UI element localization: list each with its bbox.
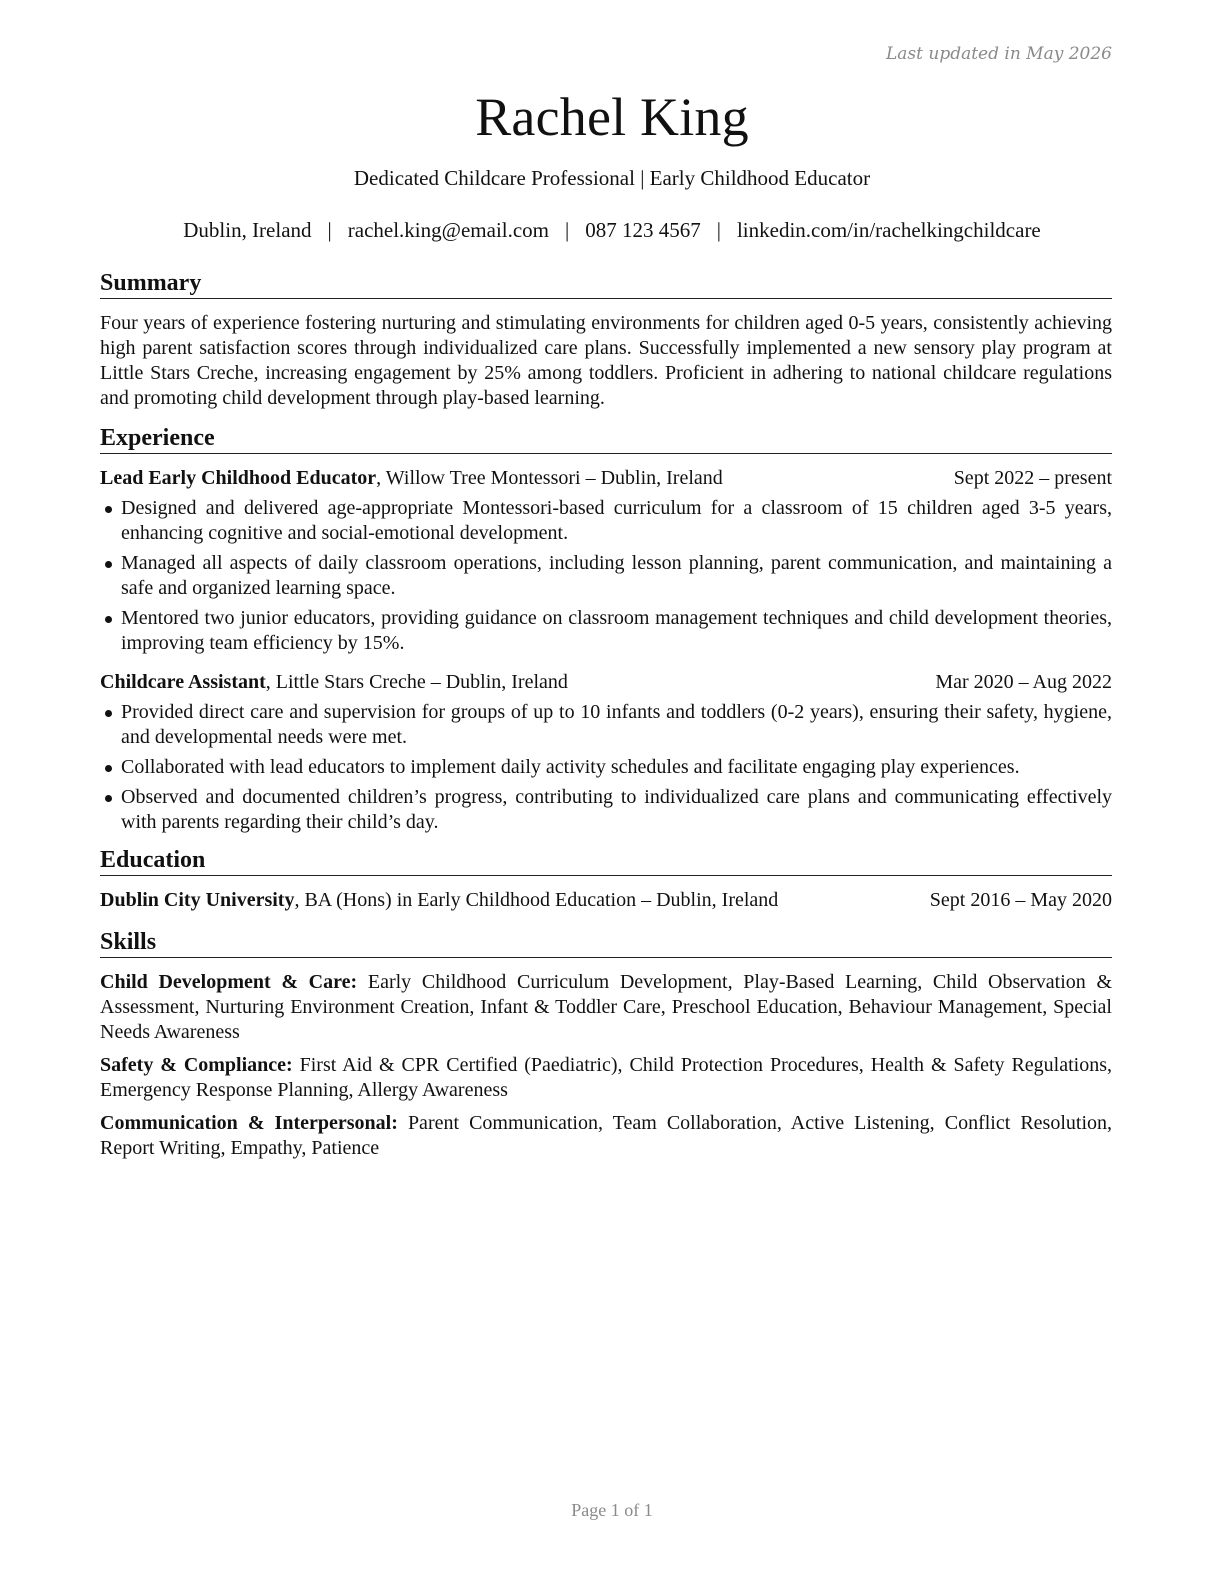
education-line bbox=[100, 888, 778, 913]
contact-separator: | bbox=[327, 218, 332, 242]
job-bullet: Collaborated with lead educators to implement daily activity schedules and facilitate engaging play experiences. bbox=[100, 755, 1112, 780]
resume-body bbox=[100, 268, 1112, 1169]
candidate-name: Rachel King bbox=[475, 87, 749, 147]
candidate-headline: Dedicated Childcare Professional | Early Childhood Educator bbox=[353, 166, 871, 190]
contact-separator: | bbox=[565, 218, 570, 242]
skill-group bbox=[100, 1053, 1112, 1103]
education-school: Dublin City University bbox=[100, 889, 295, 911]
job-bullets bbox=[100, 496, 1112, 656]
job-organization: , Willow Tree Montessori – Dublin, Ireland bbox=[376, 467, 723, 489]
job-bullet: Provided direct care and supervision for groups of up to 10 infants and toddlers (0-2 years), ensuring their safety, hygiene, and developmental needs were met. bbox=[100, 700, 1112, 750]
job-title-line bbox=[100, 670, 568, 695]
skill-group-label: Communication & Interpersonal: bbox=[100, 1112, 398, 1134]
job-bullet: Designed and delivered age-appropriate Montessori-based curriculum for a classroom of 15 children aged 3-5 years, enhancing cognitive and social-emotional development. bbox=[100, 496, 1112, 546]
job-bullet: Managed all aspects of daily classroom operations, including lesson planning, parent communication, and maintaining a safe and organized learning space. bbox=[100, 551, 1112, 601]
contact-location: Dublin, Ireland bbox=[183, 218, 312, 242]
contact-separator: | bbox=[716, 218, 721, 242]
skill-group bbox=[100, 1111, 1112, 1161]
job-role: Childcare Assistant bbox=[100, 671, 266, 693]
job-entry bbox=[100, 466, 1112, 656]
experience-heading: Experience bbox=[100, 423, 1112, 454]
summary-heading: Summary bbox=[100, 268, 1112, 299]
skill-group-items: First Aid & CPR Certified (Paediatric), Child Protection Procedures, Health & Safety Regulations, Emergency Response Planning, Allergy Awareness bbox=[100, 1054, 1113, 1101]
education-detail: , BA (Hons) in Early Childhood Education – Dublin, Ireland bbox=[294, 889, 779, 911]
education-dates: Sept 2016 – May 2020 bbox=[929, 889, 1112, 911]
contact-linkedin[interactable]: linkedin.com/in/rachelkingchildcare bbox=[736, 218, 1041, 242]
page-number: Page 1 of 1 bbox=[571, 1500, 653, 1520]
job-dates: Mar 2020 – Aug 2022 bbox=[935, 671, 1112, 693]
skills-heading: Skills bbox=[100, 927, 1112, 958]
education-heading: Education bbox=[100, 845, 1112, 876]
job-bullets bbox=[100, 700, 1112, 835]
contact-line bbox=[0, 218, 1224, 243]
job-bullet: Mentored two junior educators, providing guidance on classroom management techniques and child development theories, improving team efficiency by 15%. bbox=[100, 606, 1112, 656]
job-bullet: Observed and documented children’s progress, contributing to individualized care plans and communicating effectively with parents regarding their child’s day. bbox=[100, 785, 1112, 835]
contact-email[interactable]: rachel.king@email.com bbox=[347, 218, 550, 242]
education-entry bbox=[100, 888, 1112, 913]
job-header bbox=[100, 670, 1112, 695]
job-title-line bbox=[100, 466, 723, 491]
skill-group-label: Safety & Compliance: bbox=[100, 1054, 293, 1076]
job-header bbox=[100, 466, 1112, 491]
skill-group-label: Child Development & Care: bbox=[100, 971, 358, 993]
job-dates: Sept 2022 – present bbox=[953, 467, 1112, 489]
summary-text: Four years of experience fostering nurturing and stimulating environments for children aged 0-5 years, consistently achieving high parent satisfaction scores through individualized care plans. Successfully implemented a new sensory play program at Little Stars Creche, increasing engagement by 25% among toddlers. Proficient in adhering to national childcare regulations and promoting child development through play-based learning. bbox=[100, 312, 1112, 409]
skill-group bbox=[100, 970, 1112, 1045]
contact-phone: 087 123 4567 bbox=[585, 218, 701, 242]
last-updated-note: Last updated in May 2026 bbox=[885, 44, 1112, 64]
skill-group-items: Early Childhood Curriculum Development, Play-Based Learning, Child Observation & Assessment, Nurturing Environment Creation, Infant & Toddler Care, Preschool Education, Behaviour Management, Special Needs Awareness bbox=[100, 971, 1113, 1043]
job-organization: , Little Stars Creche – Dublin, Ireland bbox=[265, 671, 568, 693]
job-role: Lead Early Childhood Educator bbox=[100, 467, 377, 489]
job-entry bbox=[100, 670, 1112, 835]
skill-group-items: Parent Communication, Team Collaboration, Active Listening, Conflict Resolution, Report Writing, Empathy, Patience bbox=[100, 1112, 1113, 1159]
